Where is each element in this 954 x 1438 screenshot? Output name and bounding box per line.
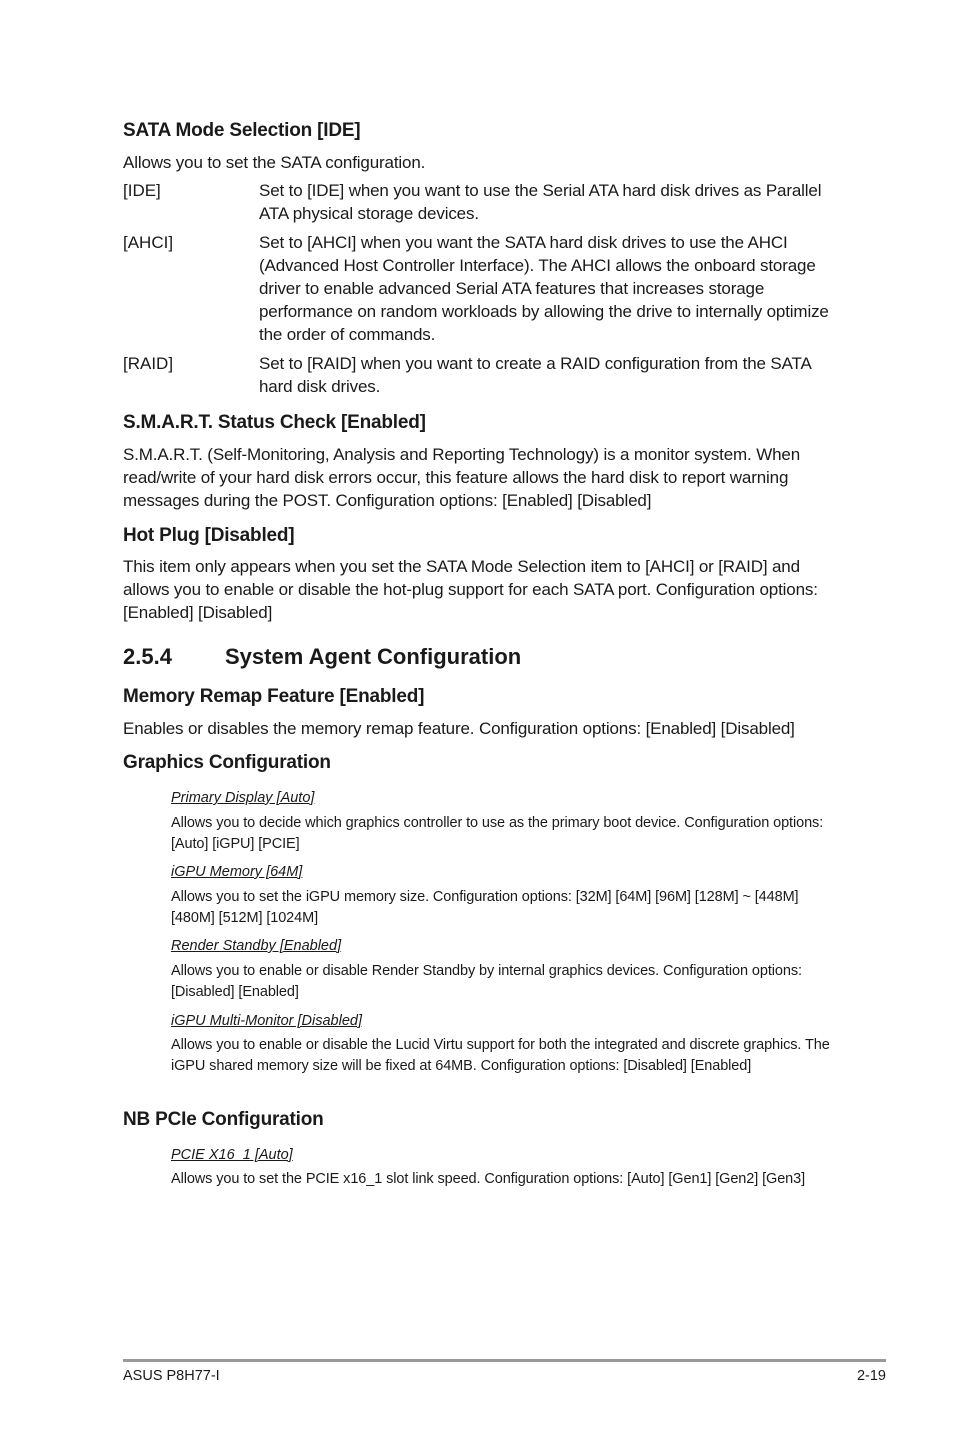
memory-remap-heading: Memory Remap Feature [Enabled] <box>123 686 425 707</box>
option-desc-raid: Set to [RAID] when you want to create a RAID configuration from the SATA hard disk drives. <box>259 354 811 396</box>
igpu-memory-title: iGPU Memory [64M] <box>171 864 303 880</box>
hot-plug-heading: Hot Plug [Disabled] <box>123 525 295 546</box>
igpu-multi-monitor-title: iGPU Multi-Monitor [Disabled] <box>171 1013 362 1029</box>
nb-pcie-heading: NB PCIe Configuration <box>123 1109 324 1130</box>
igpu-memory-desc: Allows you to set the iGPU memory size. Configuration options: [32M] [64M] [96M] [128M] ~ [448M] [480M] [512M] [1024M] <box>171 889 799 926</box>
primary-display-title: Primary Display [Auto] <box>171 790 315 806</box>
option-term-ahci: [AHCI] <box>123 233 174 252</box>
option-term-ide: [IDE] <box>123 181 161 200</box>
graphics-heading: Graphics Configuration <box>123 752 331 773</box>
option-desc-ahci: Set to [AHCI] when you want the SATA hard disk drives to use the AHCI (Advanced Host Controller Interface). The AHCI allows the onboard storage driver to enable advanced Serial ATA features that increases storage performance on random workloads by allowing the drive to internally optimize the order of commands. <box>259 233 829 344</box>
section-heading <box>123 644 521 670</box>
footer-product-name: ASUS P8H77-I <box>123 1368 220 1384</box>
sata-mode-intro: Allows you to set the SATA configuration. <box>123 153 426 172</box>
option-desc-ide: Set to [IDE] when you want to use the Serial ATA hard disk drives as Parallel ATA physical storage devices. <box>259 181 822 223</box>
pcie-x16-desc: Allows you to set the PCIE x16_1 slot link speed. Configuration options: [Auto] [Gen1] [Gen2] [Gen3] <box>171 1171 806 1187</box>
smart-heading: S.M.A.R.T. Status Check [Enabled] <box>123 412 426 433</box>
footer-page-number: 2-19 <box>856 1368 886 1384</box>
primary-display-desc: Allows you to decide which graphics controller to use as the primary boot device. Configuration options: [Auto] [iGPU] [PCIE] <box>171 815 824 852</box>
sata-mode-heading: SATA Mode Selection [IDE] <box>123 120 361 141</box>
hot-plug-body: This item only appears when you set the SATA Mode Selection item to [AHCI] or [RAID] and allows you to enable or disable the hot-plug support for each SATA port. Configuration options: [Enabled] [Disabled] <box>123 557 818 622</box>
smart-body: S.M.A.R.T. (Self-Monitoring, Analysis and Reporting Technology) is a monitor system. When read/write of your hard disk errors occur, this feature allows the hard disk to report warning messages during the POST. Configuration options: [Enabled] [Disabled] <box>123 445 801 510</box>
footer-divider <box>123 1359 886 1362</box>
memory-remap-body: Enables or disables the memory remap feature. Configuration options: [Enabled] [Disabled] <box>123 719 795 738</box>
pcie-x16-title: PCIE X16_1 [Auto] <box>171 1147 293 1163</box>
section-title: System Agent Configuration <box>225 644 522 669</box>
option-term-raid: [RAID] <box>123 354 174 373</box>
section-number: 2.5.4 <box>123 644 172 669</box>
render-standby-desc: Allows you to enable or disable Render Standby by internal graphics devices. Configuration options: [Disabled] [Enabled] <box>171 963 802 1000</box>
render-standby-title: Render Standby [Enabled] <box>171 938 342 954</box>
igpu-multi-monitor-desc: Allows you to enable or disable the Lucid Virtu support for both the integrated and discrete graphics. The iGPU shared memory size will be fixed at 64MB. Configuration options: [Disabled] [Enabled] <box>171 1037 830 1074</box>
